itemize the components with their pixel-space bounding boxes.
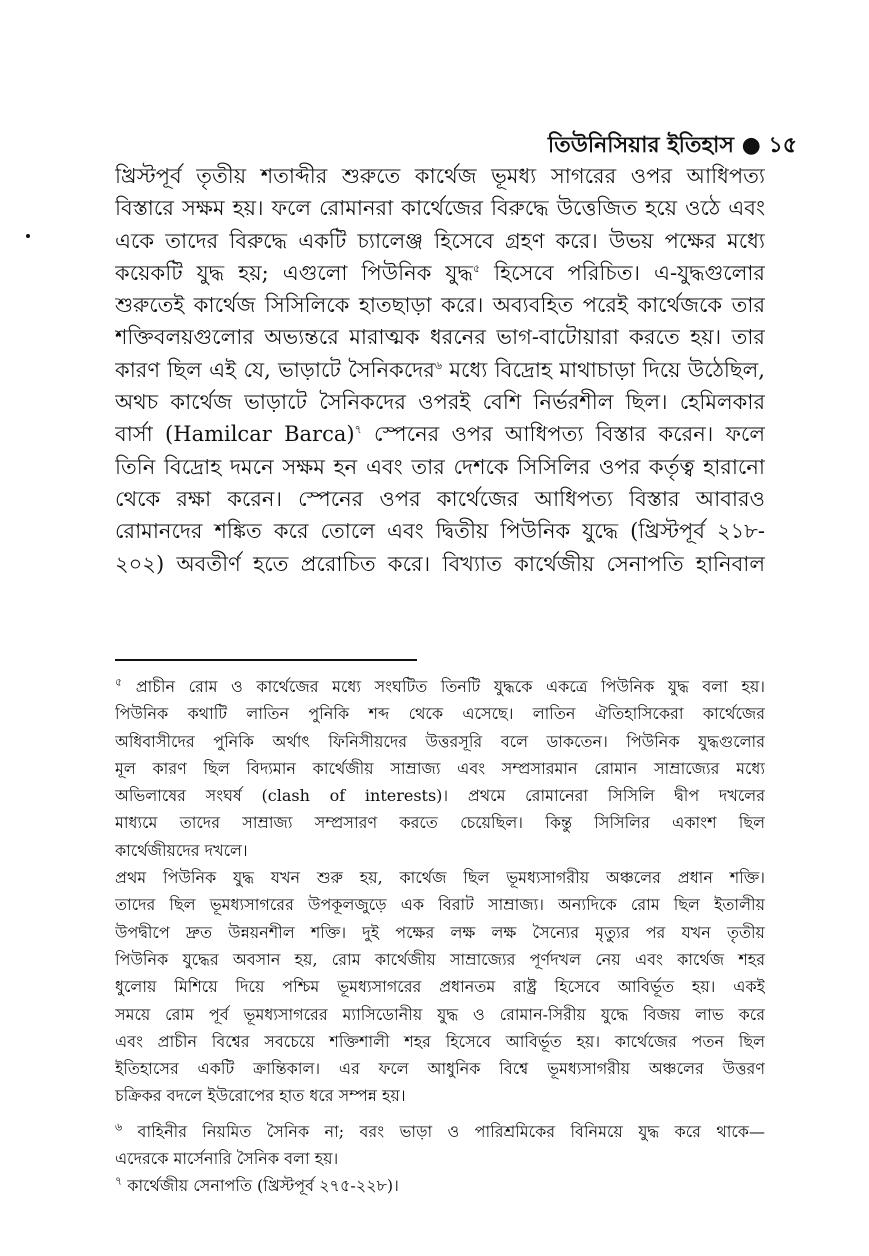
text-line <box>115 257 765 289</box>
running-header: তিউনিসিয়ার ইতিহাস ● ১৫ <box>547 132 797 158</box>
text-line: খ্রিস্টপূর্ব তৃতীয় শতাব্দীর শুরুতে কার্থেজ ভূমধ্য সাগরের ওপর আধিপত্য <box>115 164 765 188</box>
footnote-marker: ৬ <box>115 1120 123 1134</box>
footnote-line: উপদ্বীপে দ্রুত উন্নয়নশীল শক্তি। দুই পক্ষের লক্ষ লক্ষ সৈন্যের মৃত্যুর পর যখন তৃতীয় <box>115 922 765 942</box>
text-line: শুরুতেই কার্থেজ সিসিলিকে হাতছাড়া করে। অব্যবহিত পরেই কার্থেজকে তার <box>115 293 765 318</box>
footnote-line: মাধ্যমে তাদের সাম্রাজ্য সম্প্রসারণ করতে চেয়েছিল। কিন্তু সিসিলির একাংশ ছিল <box>115 813 765 833</box>
footnote-line: মূল কারণ ছিল বিদ্যমান কার্থেজীয় সাম্রাজ্য এবং সম্প্রসারমান রোমান সাম্রাজ্যের মধ্যে <box>115 758 765 778</box>
footnote-ref-7[interactable]: ৭ <box>354 423 362 437</box>
text-line: একে তাদের বিরুদ্ধে একটি চ্যালেঞ্জ হিসেবে গ্রহণ করে। উভয় পক্ষের মধ্যে <box>115 228 765 253</box>
text-line: তিনি বিদ্রোহ দমনে সক্ষম হন এবং তার দেশকে সিসিলির ওপর কর্তৃত্ব হারানো <box>115 454 765 479</box>
footnote-line: পিউনিক যুদ্ধের অবসান হয়, রোম কার্থেজীয় সাম্রাজ্যের পূর্ণদখল নেয় এবং কার্থেজ শহর <box>115 949 765 969</box>
text-fragment: কারণ ছিল এই যে, ভাড়াটে সৈনিকদের <box>115 357 435 382</box>
footnote-text: বাহিনীর নিয়মিত সৈনিক না; বরং ভাড়া ও পারিশ্রমিকের বিনিময়ে যুদ্ধ করে থাকে— <box>137 1121 765 1141</box>
text-fragment: স্পেনের ওপর আধিপত্য বিস্তার করেন। ফলে <box>361 422 765 447</box>
footnote-line <box>115 1118 765 1145</box>
footnote-gap <box>115 1110 765 1118</box>
footnotes <box>115 673 765 1200</box>
text-line: থেকে রক্ষা করেন। স্পেনের ওপর কার্থেজের আধিপত্য বিস্তার আবারও <box>115 486 765 511</box>
text-line: শক্তিবলয়গুলোর অভ্যন্তরে মারাত্মক ধরনের ভাগ-বাটোয়ারা করতে হয়। তার <box>115 325 765 350</box>
text-line <box>115 354 765 386</box>
footnote-text: প্রাচীন রোম ও কার্থেজের মধ্যে সংঘটিত তিনটি যুদ্ধকে একত্রে পিউনিক যুদ্ধ বলা হয়। <box>135 677 765 696</box>
footnote-marker: ৫ <box>115 675 123 689</box>
footnote-line <box>115 673 765 700</box>
main-text <box>115 160 765 580</box>
footnote-separator <box>115 659 417 661</box>
text-line: ২০২) অবতীর্ণ হতে প্ররোচিত করে। বিখ্যাত কার্থেজীয় সেনাপতি হানিবাল <box>115 551 765 576</box>
footnote-line: ধুলোয় মিশিয়ে দিয়ে পশ্চিম ভূমধ্যসাগরের প্রধানতম রাষ্ট্র হিসেবে আবির্ভূত হয়। একই <box>115 977 765 997</box>
footnote-marker: ৭ <box>115 1175 123 1189</box>
margin-mark <box>26 234 30 238</box>
text-line <box>115 418 765 450</box>
text-line: বিস্তারে সক্ষম হয়। ফলে রোমানরা কার্থেজের বিরুদ্ধে উত্তেজিত হয়ে ওঠে এবং <box>115 196 765 221</box>
text-fragment: মধ্যে বিদ্রোহ মাথাচাড়া দিয়ে উঠেছিল, <box>442 357 765 382</box>
text-fragment: হিসেবে পরিচিত। এ-যুদ্ধগুলোর <box>480 260 765 285</box>
footnote-line <box>115 1172 765 1199</box>
text-fragment: কয়েকটি যুদ্ধ হয়; এগুলো পিউনিক যুদ্ধ <box>115 260 473 285</box>
footnote-line: অভিলাষের সংঘর্ষ (clash of interests)। প্রথমে রোমানেরা সিসিলি দ্বীপ দখলের <box>115 786 765 806</box>
footnote-line: পিউনিক কথাটি লাতিন পুনিকি শব্দ থেকে এসেছে। লাতিন ঐতিহাসিকেরা কার্থেজের <box>115 704 765 724</box>
text-line: রোমানদের শঙ্কিত করে তোলে এবং দ্বিতীয় পিউনিক যুদ্ধে (খ্রিস্টপূর্ব ২১৮- <box>115 519 765 544</box>
footnote-line: তাদের ছিল ভূমধ্যসাগরের উপকূলজুড়ে এক বিরাট সাম্রাজ্য। অন্যদিকে রোম ছিল ইতালীয় <box>115 895 765 915</box>
footnote-line: কার্থেজীয়দের দখলে। <box>115 840 248 860</box>
footnote-line: এদেরকে মার্সেনারি সৈনিক বলা হয়। <box>115 1149 339 1169</box>
footnote-text: কার্থেজীয় সেনাপতি (খ্রিস্টপূর্ব ২৭৫-২২৮)। <box>127 1176 399 1196</box>
footnote-line: ইতিহাসের একটি ক্রান্তিকাল। এর ফলে আধুনিক বিশ্বে ভূমধ্যসাগরীয় অঞ্চলের উত্তরণ <box>115 1059 765 1079</box>
footnote-ref-6[interactable]: ৬ <box>434 358 443 372</box>
footnote-line: এবং প্রাচীন বিশ্বের সবচেয়ে শক্তিশালী শহর হিসেবে আবির্ভূত হয়। কার্থেজের পতন ছিল <box>115 1031 765 1051</box>
text-line: অথচ কার্থেজ ভাড়াটে সৈনিকদের ওপরই বেশি নির্ভরশীল ছিল। হেমিলকার <box>115 390 765 415</box>
footnote-ref-5[interactable]: ৫ <box>472 261 481 275</box>
footnote-line: চক্রিকর বদলে ইউরোপের হাত ধরে সম্পন্ন হয়। <box>115 1086 406 1106</box>
footnote-line: অধিবাসীদের পুনিকি অর্থাৎ ফিনিসীয়দের উত্তরসূরি বলে ডাকতেন। পিউনিক যুদ্ধগুলোর <box>115 731 765 751</box>
footnote-line: প্রথম পিউনিক যুদ্ধ যখন শুরু হয়, কার্থেজ ছিল ভূমধ্যসাগরীয় অঞ্চলের প্রধান শক্তি। <box>115 868 765 888</box>
text-fragment: বার্সা (Hamilcar Barca) <box>115 422 355 447</box>
footnote-line: সময়ে রোম পূর্ব ভূমধ্যসাগরের ম্যাসিডোনীয় যুদ্ধ ও রোমান-সিরীয় যুদ্ধে বিজয় লাভ করে <box>115 1004 765 1024</box>
